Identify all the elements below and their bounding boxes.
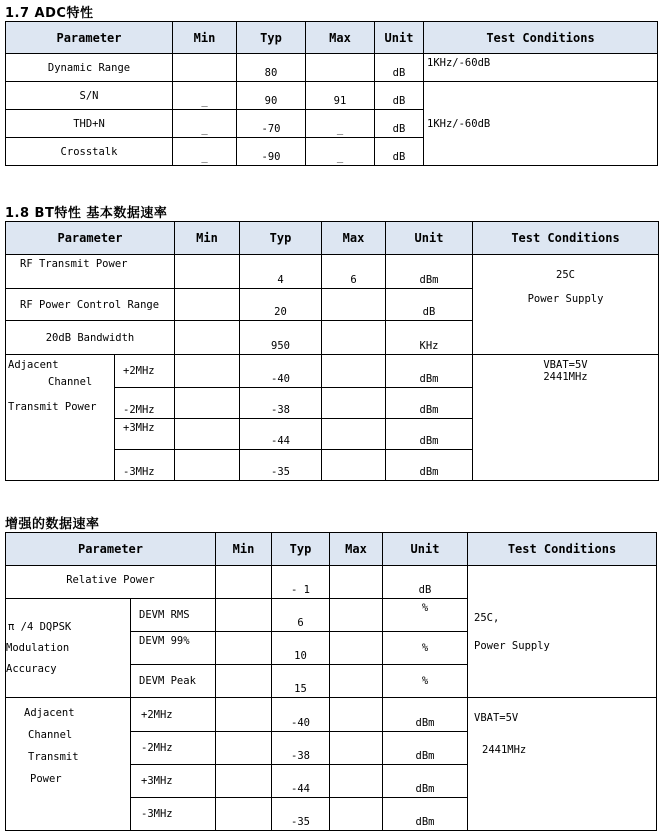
conditions-cell: 1KHz/-60dB	[424, 82, 658, 166]
devm-cell: DEVM RMS	[131, 599, 216, 632]
header-max: Max	[322, 222, 386, 255]
header-typ: Typ	[237, 22, 306, 54]
min-cell	[216, 765, 272, 798]
table-row	[6, 54, 658, 82]
freq-cell: +3MHz	[115, 419, 175, 450]
unit-cell: dBm	[383, 732, 468, 765]
condition-supply: Power Supply	[474, 639, 550, 652]
max-cell	[330, 599, 383, 632]
max-cell: 6	[322, 255, 386, 289]
bt-basic-rate-table	[5, 221, 659, 481]
max-cell	[330, 698, 383, 732]
header-min: Min	[216, 533, 272, 566]
freq-cell: -3MHz	[131, 798, 216, 831]
param-cell: THD+N	[6, 110, 173, 138]
typ-cell: -44	[272, 765, 330, 798]
min-cell	[175, 388, 240, 419]
typ-cell: -38	[272, 732, 330, 765]
unit-cell: dB	[383, 566, 468, 599]
header-parameter: Parameter	[6, 22, 173, 54]
section-title-adc: 1.7 ADC特性	[5, 6, 94, 21]
min-cell	[216, 599, 272, 632]
condition-temperature: 25C	[556, 269, 575, 281]
typ-cell: -70	[237, 110, 306, 138]
max-cell	[322, 289, 386, 321]
header-typ: Typ	[272, 533, 330, 566]
min-cell	[216, 566, 272, 599]
conditions-cell: 1KHz/-60dB	[424, 54, 658, 82]
header-unit: Unit	[386, 222, 473, 255]
freq-cell: -2MHz	[115, 388, 175, 419]
typ-cell: 80	[237, 54, 306, 82]
condition-vbat: VBAT=5V	[543, 359, 588, 371]
conditions-cell	[473, 255, 659, 355]
unit-cell: dBm	[386, 450, 473, 481]
max-cell	[330, 765, 383, 798]
conditions-cell	[468, 698, 657, 831]
max-cell	[330, 566, 383, 599]
typ-cell: -35	[272, 798, 330, 831]
unit-cell: dBm	[386, 419, 473, 450]
freq-cell: +2MHz	[131, 698, 216, 732]
typ-cell: 20	[240, 289, 322, 321]
table-row	[6, 255, 659, 289]
unit-cell: dB	[375, 138, 424, 166]
max-cell	[322, 450, 386, 481]
typ-cell: - 1	[272, 566, 330, 599]
min-cell	[216, 698, 272, 732]
unit-cell: dBm	[386, 355, 473, 388]
adjacent-label-2: Channel	[48, 376, 93, 388]
edr-table	[5, 532, 657, 831]
min-cell: _	[173, 82, 237, 110]
min-cell	[175, 355, 240, 388]
conditions-cell	[473, 355, 659, 481]
condition-vbat: VBAT=5V	[474, 712, 519, 724]
max-cell	[322, 388, 386, 419]
unit-cell: dB	[375, 82, 424, 110]
param-cell: S/N	[6, 82, 173, 110]
table-row	[6, 82, 658, 110]
max-cell	[330, 732, 383, 765]
param-cell: Dynamic Range	[6, 54, 173, 82]
header-parameter: Parameter	[6, 533, 216, 566]
typ-cell: 15	[272, 665, 330, 698]
max-cell	[306, 54, 375, 82]
condition-frequency: 2441MHz	[543, 371, 588, 383]
header-unit: Unit	[383, 533, 468, 566]
section-title-edr: 增强的数据速率	[5, 517, 100, 532]
table-row	[6, 566, 657, 599]
min-cell	[173, 54, 237, 82]
param-cell: RF Power Control Range	[6, 289, 175, 321]
min-cell	[216, 665, 272, 698]
condition-temperature: 25C,	[474, 611, 500, 624]
unit-cell: dB	[375, 54, 424, 82]
typ-cell: 4	[240, 255, 322, 289]
min-cell: _	[173, 110, 237, 138]
header-test-conditions: Test Conditions	[424, 22, 658, 54]
adjacent-label-3: Transmit Power	[8, 401, 97, 413]
header-max: Max	[306, 22, 375, 54]
condition-frequency: 2441MHz	[482, 744, 527, 756]
typ-cell: -40	[272, 698, 330, 732]
adjacent-label-3: Transmit	[28, 751, 79, 763]
table-row	[6, 698, 657, 732]
max-cell: _	[306, 138, 375, 166]
param-cell: Relative Power	[6, 566, 216, 599]
dqpsk-label-1: π /4 DQPSK	[8, 620, 72, 633]
min-cell	[175, 289, 240, 321]
adjacent-channel-label	[6, 698, 131, 831]
max-cell	[330, 665, 383, 698]
unit-cell: KHz	[386, 321, 473, 355]
typ-cell: 6	[272, 599, 330, 632]
header-test-conditions: Test Conditions	[468, 533, 657, 566]
header-min: Min	[175, 222, 240, 255]
adjacent-label-1: Adjacent	[24, 707, 75, 719]
min-cell: _	[173, 138, 237, 166]
max-cell	[330, 632, 383, 665]
dqpsk-label-3: Accuracy	[6, 662, 57, 675]
unit-cell: dBm	[386, 388, 473, 419]
conditions-cell	[468, 566, 657, 698]
header-max: Max	[330, 533, 383, 566]
adjacent-label-2: Channel	[28, 729, 73, 741]
adjacent-channel-label	[6, 355, 115, 481]
min-cell	[216, 798, 272, 831]
typ-cell: -35	[240, 450, 322, 481]
table-row	[6, 355, 659, 388]
adc-table	[5, 21, 658, 166]
dqpsk-label	[6, 599, 131, 698]
unit-cell: %	[383, 632, 468, 665]
min-cell	[175, 255, 240, 289]
freq-cell: -3MHz	[115, 450, 175, 481]
typ-cell: -40	[240, 355, 322, 388]
unit-cell: dB	[375, 110, 424, 138]
typ-cell: -90	[237, 138, 306, 166]
unit-cell: dBm	[383, 765, 468, 798]
devm-cell: DEVM Peak	[131, 665, 216, 698]
typ-cell: 90	[237, 82, 306, 110]
typ-cell: 10	[272, 632, 330, 665]
max-cell	[322, 321, 386, 355]
header-parameter: Parameter	[6, 222, 175, 255]
param-cell: Crosstalk	[6, 138, 173, 166]
freq-cell: +3MHz	[131, 765, 216, 798]
max-cell: 91	[306, 82, 375, 110]
dqpsk-label-2: Modulation	[6, 641, 70, 654]
adjacent-label-1: Adjacent	[8, 359, 59, 371]
devm-cell: DEVM 99%	[131, 632, 216, 665]
param-cell: RF Transmit Power	[6, 255, 175, 289]
freq-cell: -2MHz	[131, 732, 216, 765]
min-cell	[175, 450, 240, 481]
max-cell	[330, 798, 383, 831]
unit-cell: dBm	[383, 798, 468, 831]
min-cell	[216, 732, 272, 765]
typ-cell: -38	[240, 388, 322, 419]
condition-supply: Power Supply	[527, 293, 604, 305]
header-unit: Unit	[375, 22, 424, 54]
max-cell: _	[306, 110, 375, 138]
param-cell: 20dB Bandwidth	[6, 321, 175, 355]
adjacent-label-4: Power	[30, 773, 62, 785]
header-typ: Typ	[240, 222, 322, 255]
unit-cell: %	[383, 665, 468, 698]
header-test-conditions: Test Conditions	[473, 222, 659, 255]
unit-cell: dBm	[383, 698, 468, 732]
unit-cell: %	[383, 599, 468, 632]
max-cell	[322, 419, 386, 450]
unit-cell: dBm	[386, 255, 473, 289]
typ-cell: 950	[240, 321, 322, 355]
min-cell	[175, 321, 240, 355]
max-cell	[322, 355, 386, 388]
min-cell	[216, 632, 272, 665]
freq-cell: +2MHz	[115, 355, 175, 388]
unit-cell: dB	[386, 289, 473, 321]
min-cell	[175, 419, 240, 450]
header-min: Min	[173, 22, 237, 54]
typ-cell: -44	[240, 419, 322, 450]
section-title-bt: 1.8 BT特性 基本数据速率	[5, 206, 168, 221]
